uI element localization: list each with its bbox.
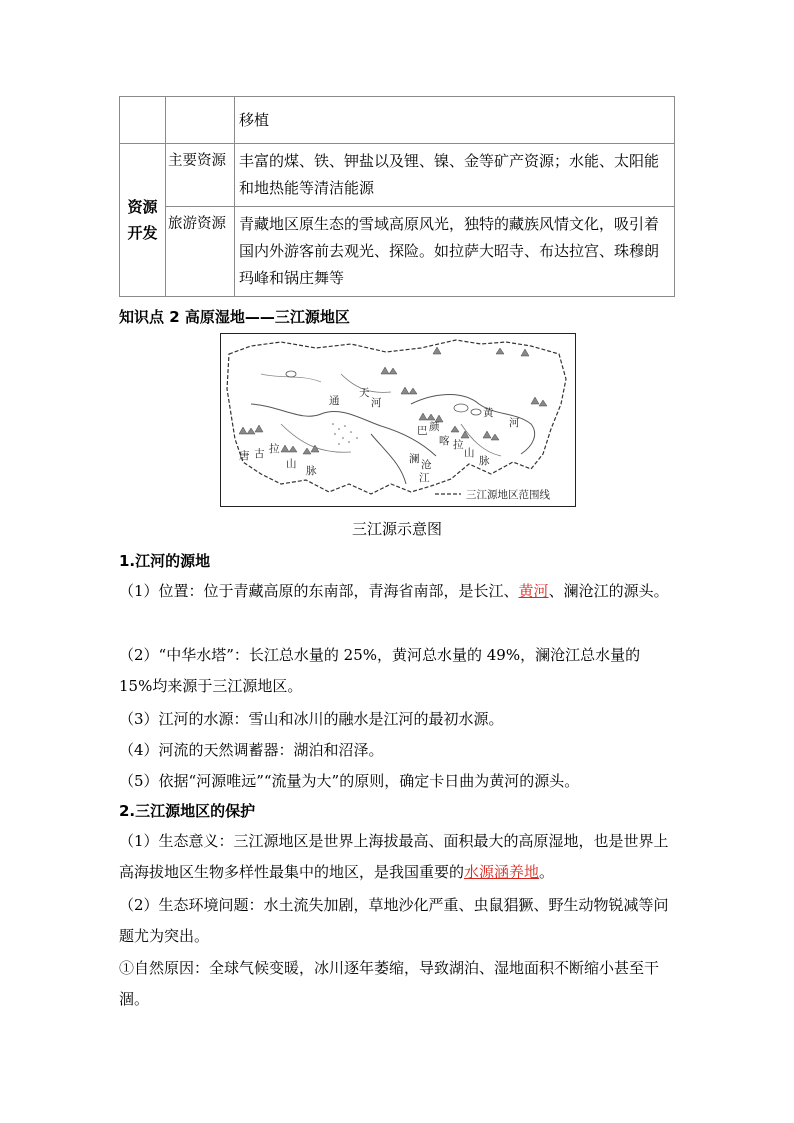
table-cell: 移植 (235, 97, 675, 144)
section-title: 知识点 2 高原湿地——三江源地区 (119, 308, 350, 326)
paragraph: （3）江河的水源：雪山和冰川的融水是江河的最初水源。 (119, 710, 504, 728)
lake (286, 371, 296, 377)
map-label: 澜 (409, 453, 420, 465)
paragraph: （5）依据“河源唯远”“流量为大”的原则，确定卡日曲为黄河的源头。 (119, 772, 580, 790)
paragraph: （2）生态环境问题：水土流失加剧，草地沙化严重、虫鼠猖獗、野生动物锐减等问题尤为突出。 (119, 896, 669, 945)
map-label: 拉 (453, 439, 464, 451)
highlight-term: 水源涵养地 (464, 863, 540, 881)
map-label: 巴 (417, 425, 428, 437)
resource-table (119, 96, 675, 297)
map-label: 古 (254, 448, 265, 460)
map-label: 江 (419, 472, 430, 484)
table-row (120, 207, 675, 297)
legend-text: 三江源地区范围线 (466, 489, 550, 501)
lake (471, 409, 481, 415)
table-cell: 青藏地区原生态的雪域高原风光，独特的藏族风情文化，吸引着国内外游客前去观光、探险。如拉萨大昭寺、布达拉宫、珠穆朗玛峰和锅庄舞等 (235, 207, 675, 297)
highlight-term: 黄河 (518, 582, 549, 600)
map-label: 沧 (421, 459, 432, 471)
map-label: 脉 (306, 465, 317, 477)
table-cell-empty (166, 97, 235, 144)
table-cell: 丰富的煤、铁、钾盐以及锂、镍、金等矿产资源；水能、太阳能和地热能等清洁能源 (235, 144, 675, 207)
map-label: 河 (509, 417, 520, 429)
paragraph: （4）河流的天然调蓄器：湖泊和沼泽。 (119, 741, 384, 759)
lake (454, 404, 468, 412)
table-cell-category: 旅游资源 (166, 207, 235, 297)
table-cell-category: 主要资源 (166, 144, 235, 207)
map-label: 天 (359, 387, 370, 399)
map-label: 通 (329, 395, 340, 407)
map-label: 黄 (483, 407, 494, 419)
map-label: 喀 (439, 435, 450, 447)
table-row (120, 97, 675, 144)
table-row (120, 144, 675, 207)
map-label: 颜 (429, 421, 440, 433)
map-label: 山 (464, 447, 475, 459)
group-label-line: 开发 (127, 224, 158, 242)
paragraph: （1）位置：位于青藏高原的东南部，青海省南部，是长江、黄河、澜沧江的源头。 (119, 582, 669, 600)
mountain-symbols (239, 347, 547, 454)
sanjiangyuan-map (220, 333, 576, 507)
map-label: 山 (286, 458, 297, 470)
map-graphic (221, 334, 575, 506)
map-label: 拉 (269, 443, 280, 455)
map-label: 脉 (479, 455, 490, 467)
group-label-line: 资源 (127, 198, 158, 216)
marsh-area (332, 423, 358, 445)
lancang-river (371, 434, 406, 484)
figure-caption: 三江源示意图 (351, 520, 442, 538)
subsection-title: 1.江河的源地 (119, 552, 211, 570)
map-label: 河 (371, 397, 382, 409)
paragraph: ①自然原因：全球气候变暖，冰川逐年萎缩，导致湖泊、湿地面积不断缩小甚至干涸。 (119, 959, 660, 1008)
paragraph: （1）生态意义：三江源地区是世界上海拔最高、面积最大的高原湿地，也是世界上高海拔地区生物多样性最集中的地区，是我国重要的水源涵养地。 (119, 832, 669, 881)
map-label: 唐 (239, 450, 250, 462)
table-cell-empty (120, 97, 166, 144)
paragraph: （2）“中华水塔”：长江总水量的 25%，黄河总水量的 49%，澜沧江总水量的 15%均来源于三江源地区。 (119, 646, 641, 695)
subsection-title: 2.三江源地区的保护 (119, 802, 256, 820)
group-label-cell (120, 144, 166, 297)
